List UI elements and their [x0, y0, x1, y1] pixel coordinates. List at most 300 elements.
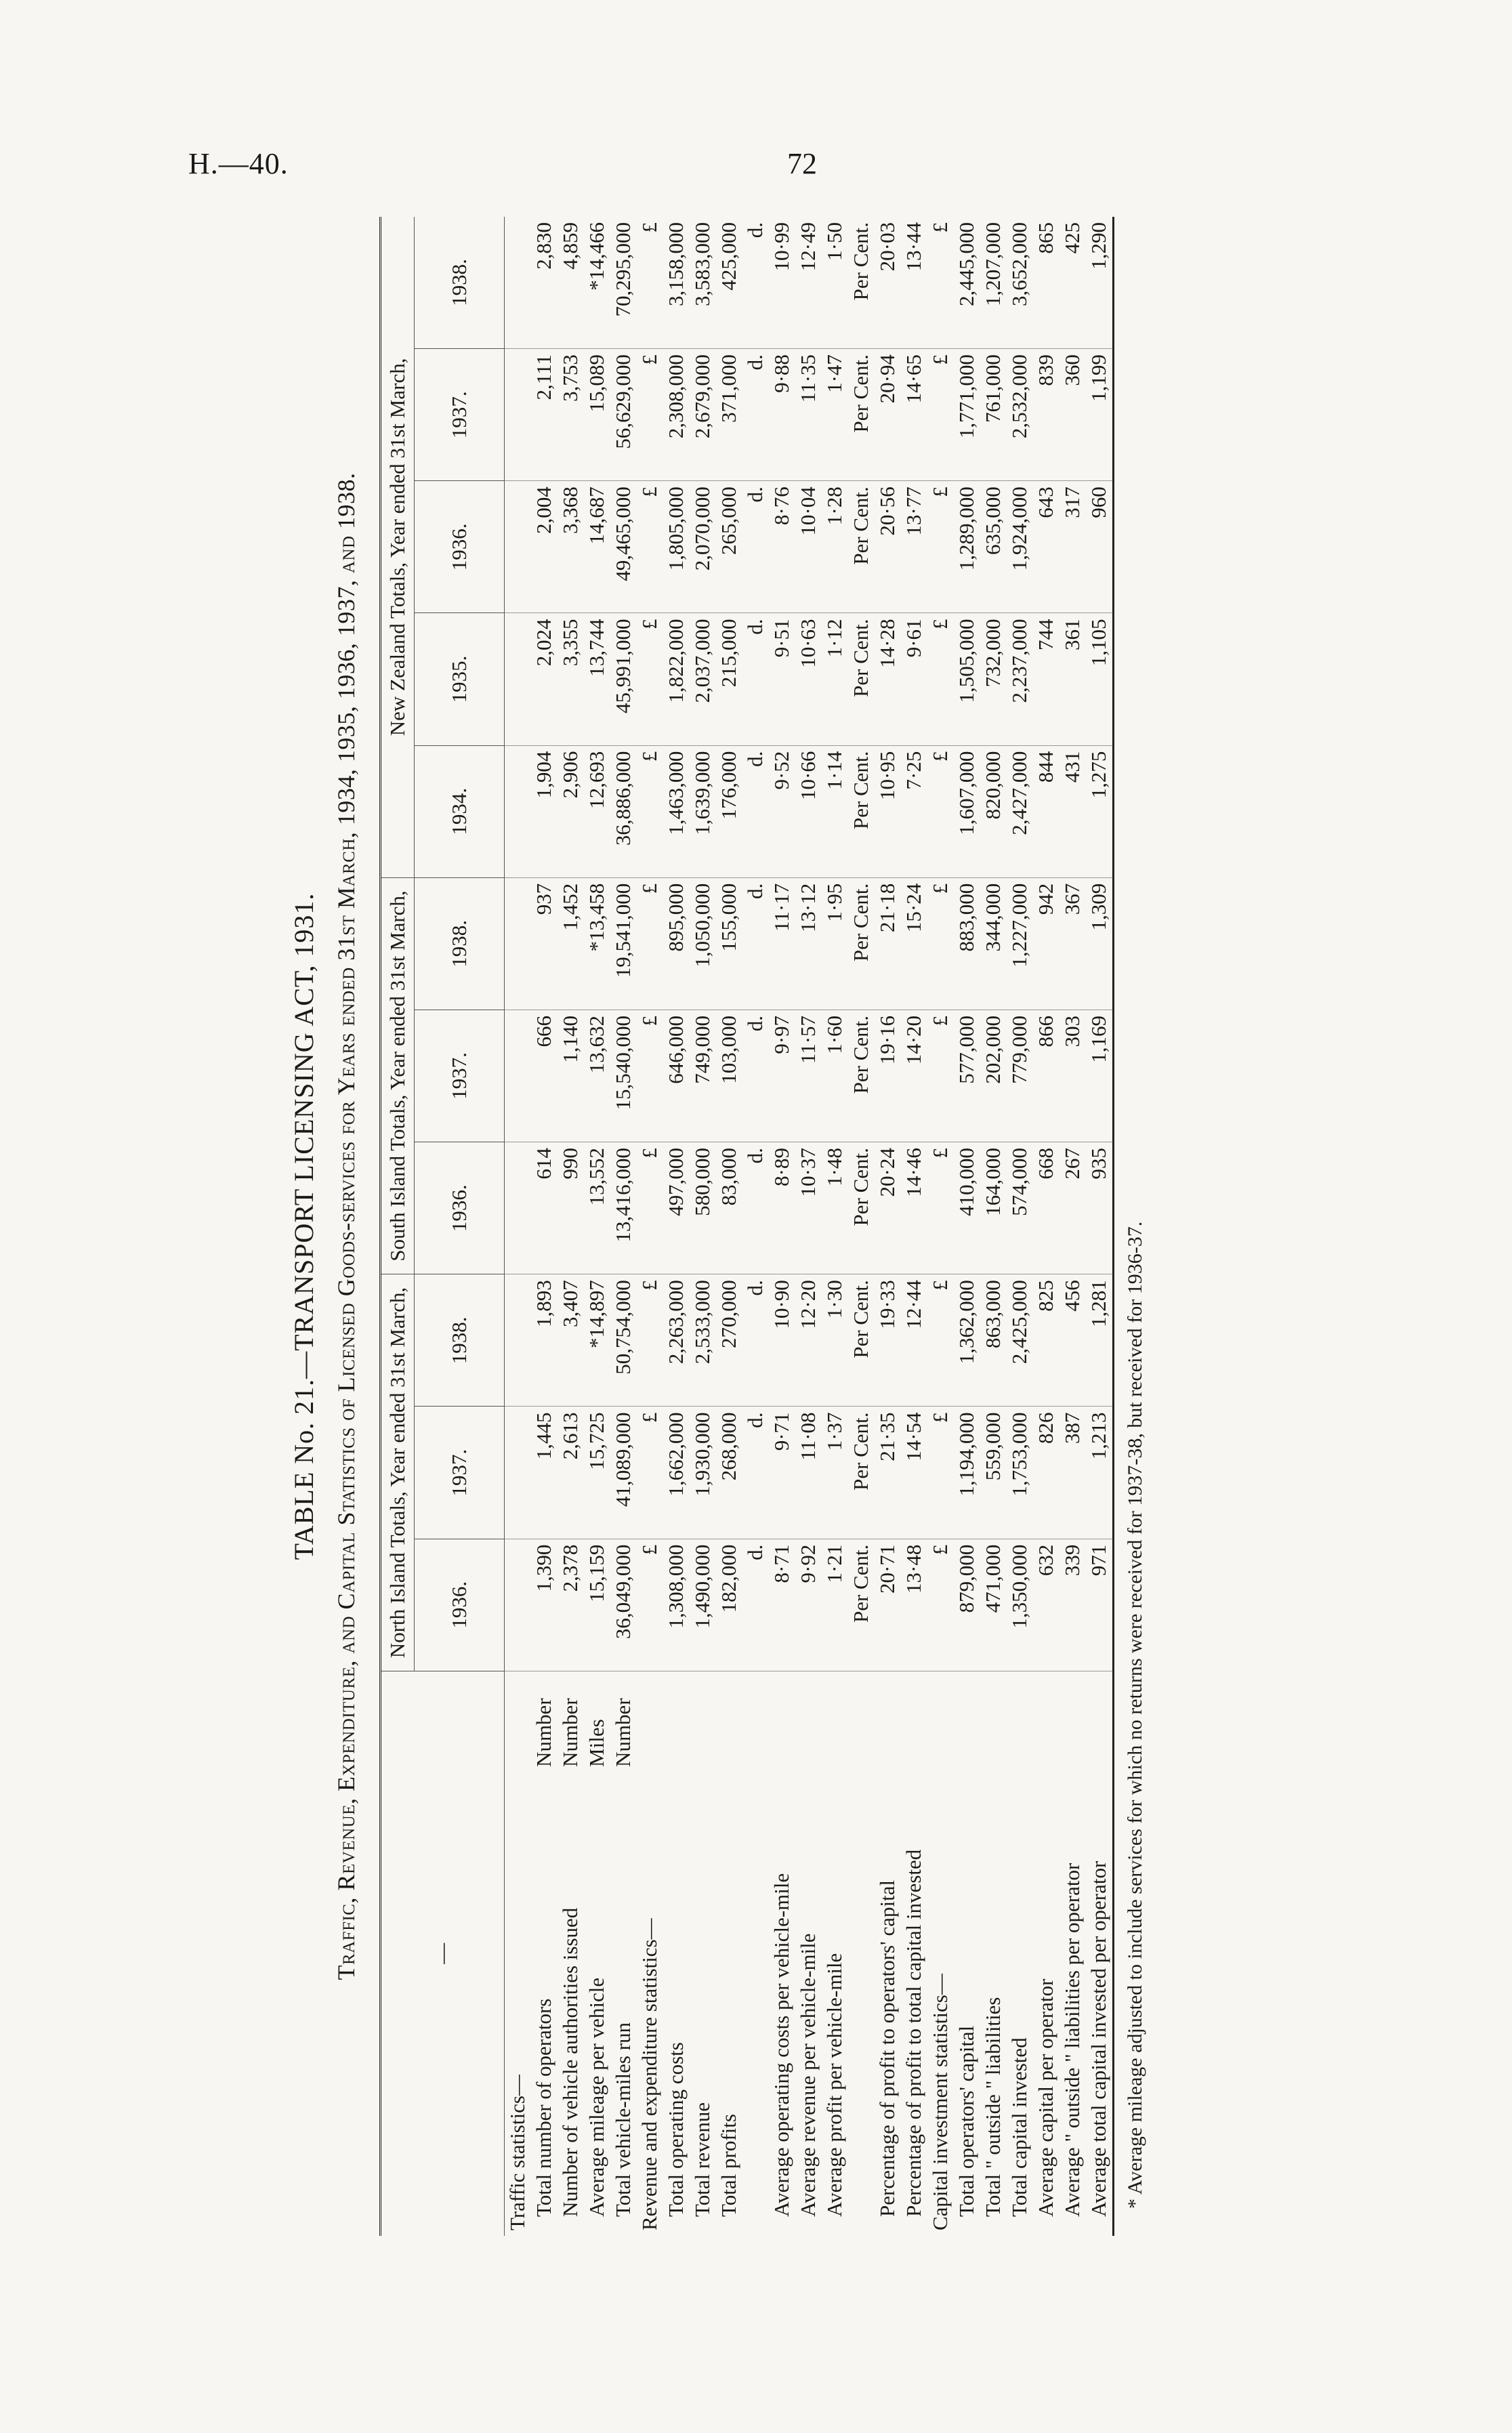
row-label: Average " outside " liabilities per operator [1060, 1863, 1085, 2217]
table-cell: 1,213 [1086, 1407, 1114, 1539]
table-cell: 1,309 [1086, 877, 1114, 1010]
table-cell: 12,693 [584, 745, 610, 877]
row-unit: Number [611, 1698, 635, 1767]
table-cell: 41,089,000 [610, 1407, 637, 1539]
table-cell: Per Cent. [848, 217, 875, 349]
row-unit [716, 1671, 742, 1772]
row-label: Average profit per vehicle-mile [822, 1953, 847, 2217]
table-cell: £ [637, 217, 663, 349]
table-cell: 50,754,000 [610, 1274, 637, 1407]
table-cell: 361 [1059, 613, 1086, 745]
table-cell: 1,893 [531, 1274, 558, 1407]
table-cell: 425,000 [716, 217, 742, 349]
table-cell: 559,000 [980, 1407, 1007, 1539]
table-cell: £ [927, 1407, 954, 1539]
row-label: Average total capital invested per operator [1086, 1772, 1114, 2236]
table-cell: 779,000 [1007, 1010, 1033, 1142]
table-cell: 1,390 [531, 1539, 558, 1671]
table-cell: 1,924,000 [1007, 481, 1033, 613]
table-cell: 367 [1059, 877, 1086, 1010]
table-cell: 20·56 [875, 481, 901, 613]
table-cell: 1,140 [558, 1010, 584, 1142]
rotated-table-region [288, 217, 1318, 2236]
table-cell [504, 1274, 531, 1407]
table-cell: 11·08 [795, 1407, 822, 1539]
table-cell: 3,355 [558, 613, 584, 745]
table-cell: 826 [1033, 1407, 1059, 1539]
table-cell: 20·24 [875, 1142, 901, 1274]
table-cell: £ [927, 1142, 954, 1274]
table-cell: £ [927, 877, 954, 1010]
table-cell: 2,070,000 [690, 481, 716, 613]
table-row [716, 217, 742, 2236]
table-cell: £ [927, 1539, 954, 1671]
table-cell: 1,930,000 [690, 1407, 716, 1539]
table-cell: Per Cent. [848, 1010, 875, 1142]
table-cell: d. [742, 1010, 769, 1142]
table-cell [504, 877, 531, 1010]
table-cell [504, 1407, 531, 1539]
table-cell: 635,000 [980, 481, 1007, 613]
year-header: 1937. [414, 1407, 504, 1539]
table-cell: 270,000 [716, 1274, 742, 1407]
table-row [954, 217, 980, 2236]
table-cell: 1·47 [822, 349, 848, 481]
table-cell: 1,505,000 [954, 613, 980, 745]
table-cell: Per Cent. [848, 1274, 875, 1407]
row-unit [980, 1671, 1007, 1772]
table-row [1059, 217, 1086, 2236]
table-cell: 1,639,000 [690, 745, 716, 877]
table-cell: 15,540,000 [610, 1010, 637, 1142]
table-cell: 182,000 [716, 1539, 742, 1671]
row-label: Traffic statistics— [505, 2075, 530, 2230]
table-cell: 456 [1059, 1274, 1086, 1407]
table-cell: 3,368 [558, 481, 584, 613]
table-cell: 14,687 [584, 481, 610, 613]
row-label: Percentage of profit to total capital invested [902, 1849, 926, 2217]
table-cell: 2,906 [558, 745, 584, 877]
table-cell: 9·92 [795, 1539, 822, 1671]
table-cell: 83,000 [716, 1142, 742, 1274]
group-new-zealand: New Zealand Totals, Year ended 31st March, [381, 217, 415, 877]
table-cell: 3,753 [558, 349, 584, 481]
row-unit [1033, 1671, 1059, 1772]
table-cell: 2,111 [531, 349, 558, 481]
table-cell: 990 [558, 1142, 584, 1274]
table-cell: 935 [1086, 1142, 1114, 1274]
table-cell: 3,158,000 [663, 217, 690, 349]
table-cell: 20·71 [875, 1539, 901, 1671]
table-cell: 10·95 [875, 745, 901, 877]
table-cell: 1,281 [1086, 1274, 1114, 1407]
table-cell: 425 [1059, 217, 1086, 349]
table-cell: d. [742, 1407, 769, 1539]
row-label: Total revenue [690, 2102, 715, 2217]
table-cell: 1,308,000 [663, 1539, 690, 1671]
row-label: Total operators' capital [954, 2025, 979, 2217]
table-cell: 13·44 [901, 217, 927, 349]
row-label: Total operating costs [664, 2042, 688, 2217]
year-header: 1937. [414, 349, 504, 481]
table-cell: 844 [1033, 745, 1059, 877]
table-cell: 268,000 [716, 1407, 742, 1539]
table-cell: d. [742, 349, 769, 481]
table-cell: 1·21 [822, 1539, 848, 1671]
table-cell: *14,466 [584, 217, 610, 349]
table-cell: 497,000 [663, 1142, 690, 1274]
table-cell: £ [927, 481, 954, 613]
table-cell: 2,613 [558, 1407, 584, 1539]
table-cell [504, 217, 531, 349]
table-cell: 317 [1059, 481, 1086, 613]
table-cell: 9·51 [769, 613, 795, 745]
year-header: 1937. [414, 1010, 504, 1142]
table-cell: £ [637, 1142, 663, 1274]
table-cell: 2,308,000 [663, 349, 690, 481]
table-cell: 49,465,000 [610, 481, 637, 613]
table-cell: Per Cent. [848, 745, 875, 877]
table-cell: 666 [531, 1010, 558, 1142]
table-row [663, 217, 690, 2236]
table-cell: 36,886,000 [610, 745, 637, 877]
table-cell: 2,427,000 [1007, 745, 1033, 877]
table-cell: 971 [1086, 1539, 1114, 1671]
table-cell: Per Cent. [848, 349, 875, 481]
row-unit [637, 1671, 663, 1772]
row-unit [901, 1671, 927, 1772]
table-cell: 1·50 [822, 217, 848, 349]
row-label [742, 1772, 769, 2236]
row-unit: Number [532, 1698, 556, 1767]
table-cell: 1·95 [822, 877, 848, 1010]
table-cell: 15,725 [584, 1407, 610, 1539]
table-cell: 1,194,000 [954, 1407, 980, 1539]
table-cell: 580,000 [690, 1142, 716, 1274]
table-cell: 1,227,000 [1007, 877, 1033, 1010]
table-cell: Per Cent. [848, 877, 875, 1010]
table-cell: 820,000 [980, 745, 1007, 877]
table-cell: 202,000 [980, 1010, 1007, 1142]
footnote: * Average mileage adjusted to include services for which no returns were received for 1937-38, but received for 1936-37. [1123, 1221, 1146, 2209]
table-row [531, 217, 558, 2236]
year-header: 1936. [414, 1142, 504, 1274]
page-reference: H.—40. [188, 147, 289, 180]
table-cell: 19,541,000 [610, 877, 637, 1010]
row-label: Percentage of profit to operators' capital [875, 1879, 900, 2217]
table-cell: 13,744 [584, 613, 610, 745]
row-unit [1086, 1671, 1114, 1772]
row-unit [769, 1671, 795, 1772]
table-cell: 10·90 [769, 1274, 795, 1407]
table-cell: 1,753,000 [1007, 1407, 1033, 1539]
table-cell: 577,000 [954, 1010, 980, 1142]
row-unit [1007, 1671, 1033, 1772]
table-cell: 15,089 [584, 349, 610, 481]
table-cell: 1,662,000 [663, 1407, 690, 1539]
table-row [1033, 217, 1059, 2236]
table-cell: Per Cent. [848, 1142, 875, 1274]
table-cell: £ [637, 1539, 663, 1671]
table-cell: 12·20 [795, 1274, 822, 1407]
table-cell: 56,629,000 [610, 349, 637, 481]
table-cell: 1·12 [822, 613, 848, 745]
table-cell: 865 [1033, 217, 1059, 349]
table-cell: 13·48 [901, 1539, 927, 1671]
table-cell: 10·04 [795, 481, 822, 613]
table-cell: 732,000 [980, 613, 1007, 745]
table-cell: 2,237,000 [1007, 613, 1033, 745]
table-cell: 70,295,000 [610, 217, 637, 349]
table-cell [504, 1539, 531, 1671]
table-cell: 19·33 [875, 1274, 901, 1407]
table-cell: 960 [1086, 481, 1114, 613]
table-cell [504, 1010, 531, 1142]
table-cell: 883,000 [954, 877, 980, 1010]
table-cell: 21·35 [875, 1407, 901, 1539]
table-cell: 8·89 [769, 1142, 795, 1274]
table-cell: 360 [1059, 349, 1086, 481]
table-cell: £ [637, 481, 663, 613]
table-cell: 164,000 [980, 1142, 1007, 1274]
table-cell: £ [637, 1274, 663, 1407]
table-cell: 1·60 [822, 1010, 848, 1142]
table-row [610, 217, 637, 2236]
table-cell: £ [637, 613, 663, 745]
table-row [742, 217, 769, 2236]
year-header: 1938. [414, 1274, 504, 1407]
table-cell: 36,049,000 [610, 1539, 637, 1671]
table-cell: *14,897 [584, 1274, 610, 1407]
table-cell: Per Cent. [848, 613, 875, 745]
table-cell: 1,199 [1086, 349, 1114, 481]
table-cell: 176,000 [716, 745, 742, 877]
row-label [848, 1772, 875, 2236]
row-unit [663, 1671, 690, 1772]
group-south-island: South Island Totals, Year ended 31st March, [381, 877, 415, 1274]
table-row [584, 217, 610, 2236]
table-cell [504, 745, 531, 877]
header-blank: — [381, 1671, 505, 2236]
table-cell: 13,552 [584, 1142, 610, 1274]
table-cell: 761,000 [980, 349, 1007, 481]
table-cell: 1,452 [558, 877, 584, 1010]
table-cell: 1,822,000 [663, 613, 690, 745]
table-cell: 14·54 [901, 1407, 927, 1539]
table-cell: £ [927, 1274, 954, 1407]
table-cell: 9·71 [769, 1407, 795, 1539]
row-unit [927, 1671, 954, 1772]
table-cell: 2,830 [531, 217, 558, 349]
table-cell [504, 349, 531, 481]
table-cell: 215,000 [716, 613, 742, 745]
row-label: Revenue and expenditure statistics— [637, 1918, 662, 2230]
table-cell: 1,275 [1086, 745, 1114, 877]
table-cell: 14·65 [901, 349, 927, 481]
table-cell: 1,050,000 [690, 877, 716, 1010]
row-unit: Miles [585, 1719, 609, 1767]
table-cell: 1,289,000 [954, 481, 980, 613]
table-cell: 8·76 [769, 481, 795, 613]
row-unit [795, 1671, 822, 1772]
statistics-table [379, 217, 1114, 2236]
table-cell: 10·99 [769, 217, 795, 349]
table-cell: 3,652,000 [1007, 217, 1033, 349]
row-label: Number of vehicle authorities issued [558, 1907, 583, 2217]
row-label: Total " outside " liabilities [981, 1997, 1005, 2217]
table-row [848, 217, 875, 2236]
table-cell: 879,000 [954, 1539, 980, 1671]
table-cell: d. [742, 1539, 769, 1671]
table-cell: 13,416,000 [610, 1142, 637, 1274]
table-cell: 2,378 [558, 1539, 584, 1671]
table-cell: 19·16 [875, 1010, 901, 1142]
table-cell: 11·35 [795, 349, 822, 481]
table-cell: d. [742, 217, 769, 349]
table-cell: 15,159 [584, 1539, 610, 1671]
table-row [637, 217, 663, 2236]
row-label: Total profits [717, 2114, 741, 2217]
table-cell: £ [637, 1010, 663, 1142]
table-cell: 2,004 [531, 481, 558, 613]
table-row [980, 217, 1007, 2236]
table-cell [504, 481, 531, 613]
table-cell: 12·44 [901, 1274, 927, 1407]
table-cell: 1,805,000 [663, 481, 690, 613]
table-cell: 387 [1059, 1407, 1086, 1539]
table-cell: 1,490,000 [690, 1539, 716, 1671]
table-cell: 11·17 [769, 877, 795, 1010]
table-cell: 9·88 [769, 349, 795, 481]
row-unit [954, 1671, 980, 1772]
table-cell: d. [742, 481, 769, 613]
year-header: 1936. [414, 481, 504, 613]
table-cell: 1,105 [1086, 613, 1114, 745]
table-cell: 1,350,000 [1007, 1539, 1033, 1671]
table-cell: 839 [1033, 349, 1059, 481]
table-cell [504, 613, 531, 745]
table-cell: 1·37 [822, 1407, 848, 1539]
table-cell: £ [927, 745, 954, 877]
table-cell: 2,532,000 [1007, 349, 1033, 481]
table-cell: 1·30 [822, 1274, 848, 1407]
table-cell: 9·52 [769, 745, 795, 877]
table-cell: 9·61 [901, 613, 927, 745]
table-cell: 9·97 [769, 1010, 795, 1142]
row-label: Average revenue per vehicle-mile [796, 1933, 820, 2217]
table-cell: 303 [1059, 1010, 1086, 1142]
table-cell: £ [927, 1010, 954, 1142]
table-cell: 2,425,000 [1007, 1274, 1033, 1407]
page-number: 72 [787, 147, 817, 180]
table-cell: 14·46 [901, 1142, 927, 1274]
table-cell: 1,607,000 [954, 745, 980, 877]
table-cell: 744 [1033, 613, 1059, 745]
table-cell: 1·28 [822, 481, 848, 613]
table-cell: 4,859 [558, 217, 584, 349]
table-cell: d. [742, 877, 769, 1010]
table-cell: £ [637, 349, 663, 481]
table-cell: 2,024 [531, 613, 558, 745]
table-cell: 20·94 [875, 349, 901, 481]
table-cell: 13,632 [584, 1010, 610, 1142]
table-cell: 866 [1033, 1010, 1059, 1142]
row-unit [690, 1671, 716, 1772]
year-header: 1938. [414, 877, 504, 1010]
table-cell: Per Cent. [848, 1407, 875, 1539]
table-cell: 1,169 [1086, 1010, 1114, 1142]
table-subtitle: Traffic, Revenue, Expenditure, and Capital Statistics of Licensed Goods-services for Years ended 31st March, 1934, 1935, 1936, 1937, and 1938. [333, 472, 360, 1980]
table-cell: 2,445,000 [954, 217, 980, 349]
table-cell: d. [742, 613, 769, 745]
table-cell: 632 [1033, 1539, 1059, 1671]
table-cell: Per Cent. [848, 481, 875, 613]
table-cell: £ [927, 613, 954, 745]
table-cell: 2,679,000 [690, 349, 716, 481]
table-cell: 344,000 [980, 877, 1007, 1010]
table-cell: Per Cent. [848, 1539, 875, 1671]
table-cell: 895,000 [663, 877, 690, 1010]
table-cell: 14·20 [901, 1010, 927, 1142]
year-header: 1938. [414, 217, 504, 349]
row-label: Total vehicle-miles run [611, 2022, 635, 2217]
table-cell: 863,000 [980, 1274, 1007, 1407]
table-cell: 1,904 [531, 745, 558, 877]
row-label: Average capital per operator [1034, 1978, 1058, 2217]
table-cell: 15·24 [901, 877, 927, 1010]
table-row [1007, 217, 1033, 2236]
table-cell: 825 [1033, 1274, 1059, 1407]
table-cell: 646,000 [663, 1010, 690, 1142]
table-cell: 1,290 [1086, 217, 1114, 349]
table-cell: 45,991,000 [610, 613, 637, 745]
row-unit: Number [558, 1698, 583, 1767]
table-cell: 2,533,000 [690, 1274, 716, 1407]
table-cell: 643 [1033, 481, 1059, 613]
table-cell: 10·37 [795, 1142, 822, 1274]
table-cell: 942 [1033, 877, 1059, 1010]
table-cell: £ [637, 745, 663, 877]
table-cell: £ [637, 877, 663, 1010]
table-cell: 267 [1059, 1142, 1086, 1274]
table-cell: 668 [1033, 1142, 1059, 1274]
table-cell: 431 [1059, 745, 1086, 877]
table-cell: 471,000 [980, 1539, 1007, 1671]
table-cell: 10·66 [795, 745, 822, 877]
table-row [795, 217, 822, 2236]
row-unit [875, 1671, 901, 1772]
row-label: Total capital invested [1007, 2037, 1032, 2217]
table-cell: 339 [1059, 1539, 1086, 1671]
row-unit [504, 1671, 531, 1772]
row-label: Average mileage per vehicle [585, 1977, 609, 2217]
table-cell: 13·12 [795, 877, 822, 1010]
table-cell: 3,407 [558, 1274, 584, 1407]
table-row [558, 217, 584, 2236]
table-cell: 265,000 [716, 481, 742, 613]
table-cell: 1,445 [531, 1407, 558, 1539]
row-unit [742, 1671, 769, 1772]
table-row [1086, 217, 1114, 2236]
table-row [901, 217, 927, 2236]
year-header: 1935. [414, 613, 504, 745]
year-header: 1934. [414, 745, 504, 877]
table-cell: 7·25 [901, 745, 927, 877]
table-cell: d. [742, 1142, 769, 1274]
year-header: 1936. [414, 1539, 504, 1671]
table-cell: 103,000 [716, 1010, 742, 1142]
table-cell: 371,000 [716, 349, 742, 481]
